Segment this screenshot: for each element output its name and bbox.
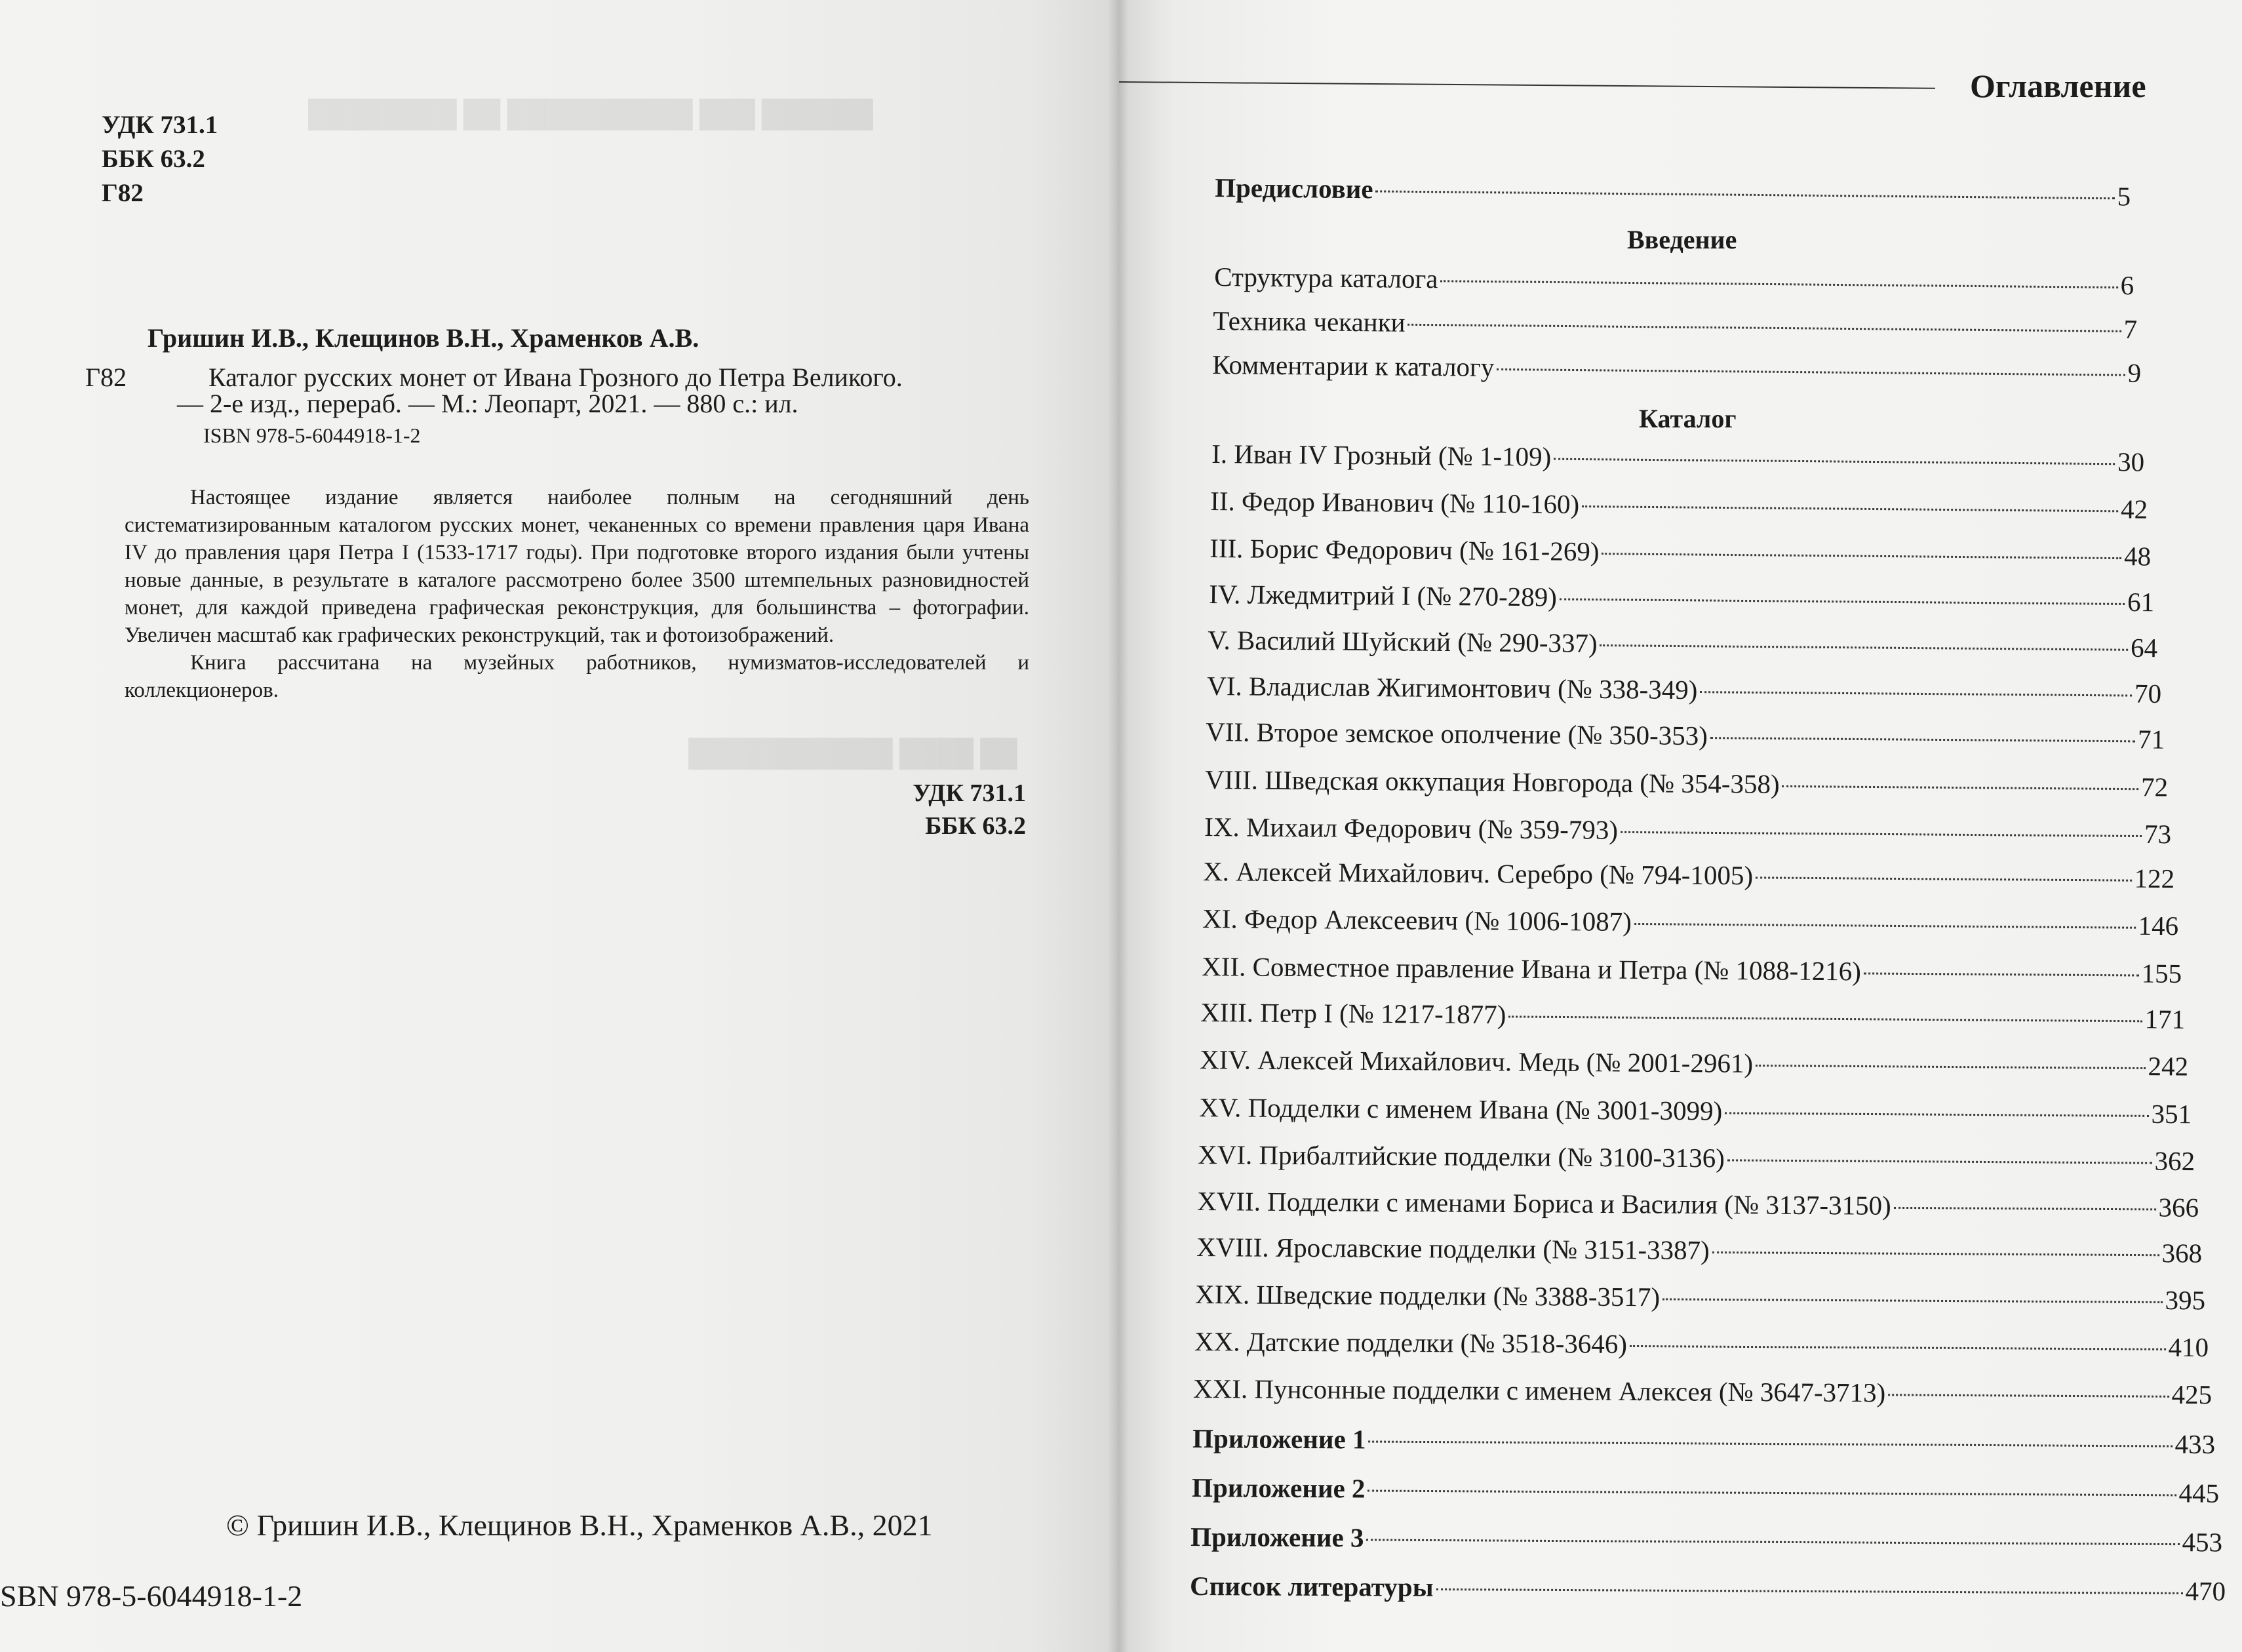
toc-leader-dots: [1756, 1065, 2146, 1069]
section-heading-introduction: Введение: [1627, 225, 1737, 254]
toc-leader-dots: [1725, 1112, 2148, 1116]
toc-entry-title: Приложение 3: [1190, 1522, 1364, 1553]
toc-entry-title: VI. Владислав Жигимонтович (№ 338-349): [1207, 671, 1698, 705]
toc-leader-dots: [1497, 368, 2125, 376]
toc-entry-title: XI. Федор Алексеевич (№ 1006-1087): [1202, 903, 1632, 937]
edition-line: — 2-е изд., перераб. — М.: Леопарт, 2021. — 880 с.: ил.: [177, 389, 798, 418]
toc-leader-dots: [1560, 599, 2125, 605]
toc-entry-page: 9: [2127, 357, 2142, 388]
toc-entry: [1212, 349, 2141, 389]
toc-entry: [1197, 1185, 2199, 1223]
toc-entry: [1210, 532, 2151, 572]
toc-entry-title: Список литературы: [1190, 1571, 1434, 1602]
show-through-text: ██ ████ ███████████: [688, 738, 1017, 768]
abstract-paragraph-1: Настоящее издание является наиболее полным на сегодняшний день систематизированным каталогом русских монет, чеканенных со времени правления царя Ивана IV до правления царя Петра I (1533-1717 годы). При подготовке второго издания были учтены новые данные, в результате в каталоге рассмотрено более 3500 штемпельных разновидностей монет, для каждой приведена графическая реконструкция, для большинства – фотографии. Увеличен масштаб как графических реконструкций, так и фотоизображений.: [125, 486, 1029, 647]
toc-entry-title: XIX. Шведские подделки (№ 3388-3517): [1195, 1279, 1661, 1312]
toc-entry: [1202, 903, 2178, 941]
toc-entry-title: Структура каталога: [1214, 262, 1438, 294]
toc-entry-title: V. Василий Шуйский (№ 290-337): [1208, 625, 1598, 658]
toc-entry-title: XVI. Прибалтийские подделки (№ 3100-3136): [1198, 1139, 1725, 1173]
toc-entry-page: 453: [2182, 1527, 2223, 1558]
toc-entry-title: XVIII. Ярославские подделки (№ 3151-3387): [1196, 1232, 1710, 1265]
abstract: [125, 484, 1029, 704]
toc-entry-page: 470: [2185, 1575, 2226, 1607]
book-title-line: Каталог русских монет от Ивана Грозного до Петра Великого.: [208, 363, 903, 392]
toc-leader-dots: [1662, 1298, 2163, 1303]
toc-entry-title: XVII. Подделки с именами Бориса и Василия (№ 3137-3150): [1197, 1186, 1891, 1221]
toc-entry-page: 30: [2117, 446, 2145, 477]
toc-entry-page: 146: [2138, 910, 2179, 941]
toc-leader-dots: [1782, 785, 2139, 790]
toc-entry-title: XV. Подделки с именем Ивана (№ 3001-3099): [1199, 1092, 1723, 1126]
toc-entry: [1192, 1472, 2219, 1509]
udk-block-top: [102, 108, 218, 210]
toc-entry-page: 73: [2144, 819, 2172, 850]
udk-code: УДК 731.1: [913, 779, 1026, 807]
toc-leader-dots: [1436, 1588, 2183, 1594]
toc-leader-dots: [1602, 553, 2121, 559]
toc-entry-page: 7: [2123, 313, 2138, 345]
toc-entry-page: 410: [2168, 1331, 2209, 1363]
index-code: Г82: [85, 363, 127, 392]
show-through-text: ██████ ███ ██████████ ██ ████████: [308, 99, 873, 128]
toc-entry-title: I. Иван IV Грозный (№ 1-109): [1211, 439, 1552, 472]
isbn-bottom: SBN 978-5-6044918-1-2: [0, 1579, 303, 1613]
toc-entry: [1203, 856, 2174, 894]
toc-entry-title: Приложение 2: [1192, 1472, 1366, 1504]
toc-leader-dots: [1440, 280, 2117, 288]
table-of-contents: [1118, 0, 2242, 1652]
toc-entry-title: XXI. Пунсонные подделки с именем Алексея (№ 3647-3713): [1193, 1373, 1886, 1408]
toc-entry: [1200, 996, 2185, 1035]
toc-entry: [1194, 1326, 2209, 1363]
toc-entry: [1208, 624, 2157, 663]
toc-leader-dots: [1408, 324, 2121, 332]
toc-leader-dots: [1368, 1441, 2172, 1447]
toc-entry: [1210, 485, 2148, 525]
toc-leader-dots: [1366, 1539, 2179, 1545]
toc-entry: [1211, 438, 2144, 478]
toc-leader-dots: [1727, 1159, 2152, 1164]
toc-entry: [1193, 1373, 2212, 1410]
toc-entry-page: 366: [2158, 1192, 2199, 1223]
toc-entry: [1213, 305, 2137, 345]
toc-entry-title: Комментарии к каталогу: [1212, 349, 1495, 382]
toc-entry-page: 155: [2141, 958, 2182, 989]
toc-entry: [1202, 951, 2182, 989]
toc-entry-page: 70: [2134, 678, 2162, 709]
isbn-line: ISBN 978-5-6044918-1-2: [203, 423, 421, 447]
toc-leader-dots: [1634, 923, 2136, 929]
toc-entry-title: II. Федор Иванович (№ 110-160): [1210, 486, 1580, 520]
toc-entry-title: XIII. Петр I (№ 1217-1877): [1200, 997, 1506, 1030]
toc-entry-title: IV. Лжедмитрий I (№ 270-289): [1209, 579, 1558, 612]
toc-heading: Оглавление: [1970, 68, 2146, 104]
toc-entry-title: Приложение 1: [1192, 1423, 1366, 1455]
toc-entry: [1192, 1423, 2215, 1460]
toc-leader-dots: [1864, 972, 2139, 976]
toc-leader-dots: [1621, 831, 2142, 837]
toc-entry-title: VIII. Шведская оккупация Новгорода (№ 354-358): [1205, 764, 1780, 799]
toc-entry-title: Предисловие: [1215, 172, 1373, 205]
toc-entry-page: 171: [2144, 1004, 2186, 1034]
toc-leader-dots: [1888, 1394, 2169, 1398]
toc-entry-page: 48: [2123, 541, 2152, 572]
toc-leader-dots: [1554, 458, 2115, 465]
left-page: [0, 0, 1118, 1652]
toc-entry-page: 42: [2120, 494, 2148, 524]
toc-leader-dots: [1600, 644, 2129, 651]
udk-code: УДК 731.1: [102, 111, 218, 139]
toc-entry: [1198, 1139, 2195, 1177]
toc-entry-title: X. Алексей Михайлович. Серебро (№ 794-1005): [1203, 856, 1754, 891]
toc-entry-title: III. Борис Федорович (№ 161-269): [1210, 533, 1600, 567]
toc-entry-page: 395: [2165, 1285, 2206, 1316]
toc-entry-title: XIV. Алексей Михайлович. Медь (№ 2001-2961): [1200, 1044, 1754, 1078]
toc-leader-dots: [1756, 876, 2132, 881]
toc-entry: [1190, 1521, 2222, 1558]
toc-entry-page: 122: [2134, 863, 2175, 894]
bbk-code: ББК 63.2: [925, 812, 1026, 840]
right-page: [1118, 0, 2242, 1652]
authors: Гришин И.В., Клещинов В.Н., Храменков А.В.: [148, 323, 699, 353]
toc-leader-dots: [1630, 1345, 2166, 1350]
toc-entry: [1207, 670, 2161, 709]
toc-entry-page: 242: [2148, 1051, 2189, 1082]
toc-entry-page: 368: [2161, 1238, 2203, 1268]
udk-block-bottom: [913, 777, 1026, 842]
toc-entry: [1205, 764, 2168, 803]
toc-leader-dots: [1582, 505, 2118, 512]
toc-entry-page: 445: [2178, 1478, 2220, 1508]
toc-leader-dots: [1894, 1207, 2156, 1211]
toc-entry-page: 425: [2171, 1379, 2212, 1410]
toc-entry: [1206, 716, 2165, 755]
toc-entry: [1214, 261, 2134, 301]
toc-entry-page: 433: [2174, 1428, 2216, 1459]
toc-leader-dots: [1700, 691, 2132, 696]
toc-entry-page: 71: [2137, 724, 2165, 755]
toc-entry-title: XII. Совместное правление Ивана и Петра (№ 1088-1216): [1202, 951, 1862, 987]
toc-entry-title: IX. Михаил Федорович (№ 359-793): [1204, 812, 1619, 845]
toc-entry: [1199, 1092, 2192, 1130]
toc-entry-page: 64: [2130, 632, 2158, 663]
toc-entry: [1215, 172, 2131, 212]
section-heading-catalog: Каталог: [1639, 404, 1737, 433]
toc-leader-dots: [1710, 737, 2135, 742]
abstract-paragraph-2: Книга рассчитана на музейных работников, нумизматов-исследователей и коллекционеров.: [125, 651, 1029, 702]
toc-entry-title: VII. Второе земское ополчение (№ 350-353): [1206, 717, 1708, 751]
toc-entry: [1204, 811, 2171, 850]
toc-entry: [1209, 578, 2154, 618]
toc-leader-dots: [1376, 190, 2115, 199]
book-gutter: [1108, 0, 1129, 1652]
toc-entry: [1200, 1044, 2188, 1082]
toc-leader-dots: [1367, 1489, 2176, 1496]
toc-entry-page: 5: [2117, 181, 2131, 212]
toc-entry: [1196, 1231, 2202, 1269]
toc-leader-dots: [1508, 1015, 2142, 1022]
toc-entry-page: 351: [2151, 1098, 2192, 1130]
bbk-code: ББК 63.2: [102, 145, 205, 173]
toc-entry-page: 6: [2120, 270, 2134, 301]
toc-entry-title: XX. Датские подделки (№ 3518-3646): [1194, 1326, 1628, 1359]
toc-entry: [1195, 1278, 2205, 1316]
toc-leader-dots: [1712, 1251, 2159, 1256]
toc-entry-title: Техника чеканки: [1213, 305, 1406, 338]
toc-entry-page: 72: [2140, 772, 2169, 802]
toc-entry-page: 362: [2154, 1145, 2195, 1177]
toc-entry-page: 61: [2127, 586, 2155, 618]
author-sign: Г82: [102, 179, 144, 207]
copyright: © Гришин И.В., Клещинов В.Н., Храменков А.В., 2021: [226, 1508, 933, 1542]
toc-entry: [1190, 1570, 2226, 1607]
